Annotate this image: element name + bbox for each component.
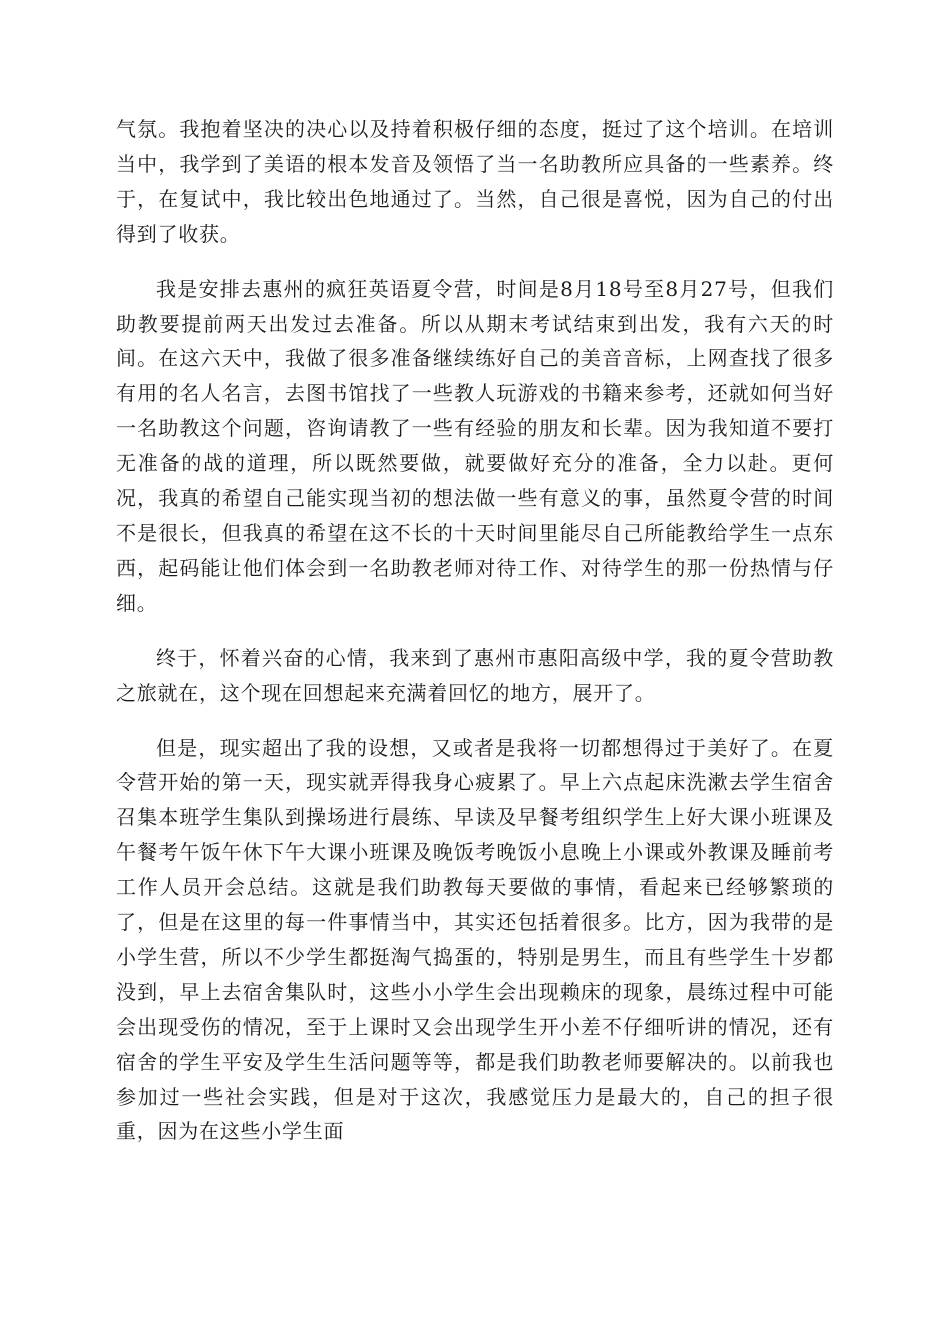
paragraph-4: 但是，现实超出了我的设想，又或者是我将一切都想得过于美好了。在夏令营开始的第一天，现实就弄得我身心疲累了。早上六点起床洗漱去学生宿舍召集本班学生集队到操场进行晨练、早读及早餐考组织学生上好大课小班课及午餐考午饭午休下午大课小班课及晚饭考晚饭小息晚上小课或外教课及睡前考工作人员开会总结。这就是我们助教每天要做的事情，看起来已经够繁琐的了，但是在这里的每一件事情当中，其实还包括着很多。比方，因为我带的是小学生营，所以不少学生都挺淘气捣蛋的，特别是男生，而且有些学生十岁都没到，早上去宿舍集队时，这些小小学生会出现赖床的现象，晨练过程中可能会出现受伤的情况，至于上课时又会出现学生开小差不仔细听讲的情况，还有宿舍的学生平安及学生生活问题等等，都是我们助教老师要解决的。以前我也参加过一些社会实践，但是对于这次，我感觉压力是最大的，自己的担子很重，因为在这些小学生面	[116, 735, 834, 1144]
paragraph-1: 气氛。我抱着坚决的决心以及持着积极仔细的态度，挺过了这个培训。在培训当中，我学到了美语的根本发音及领悟了当一名助教所应具备的一些素养。终于，在复试中，我比较出色地通过了。当然，自己很是喜悦，因为自己的付出得到了收获。	[116, 117, 834, 246]
paragraph-3: 终于，怀着兴奋的心情，我来到了惠州市惠阳高级中学，我的夏令营助教之旅就在，这个现在回想起来充满着回忆的地方，展开了。	[116, 645, 834, 705]
paragraph-2: 我是安排去惠州的疯狂英语夏令营，时间是8月18号至8月27号，但我们助教要提前两天出发过去准备。所以从期末考试结束到出发，我有六天的时间。在这六天中，我做了很多准备继续练好自己的美音音标，上网查找了很多有用的名人名言，去图书馆找了一些教人玩游戏的书籍来参考，还就如何当好一名助教这个问题，咨询请教了一些有经验的朋友和长辈。因为我知道不要打无准备的战的道理，所以既然要做，就要做好充分的准备，全力以赴。更何况，我真的希望自己能实现当初的想法做一些有意义的事，虽然夏令营的时间不是很长，但我真的希望在这不长的十天时间里能尽自己所能教给学生一点东西，起码能让他们体会到一名助教老师对待工作、对待学生的那一份热情与仔细。	[116, 276, 834, 615]
document-page	[116, 112, 834, 1149]
